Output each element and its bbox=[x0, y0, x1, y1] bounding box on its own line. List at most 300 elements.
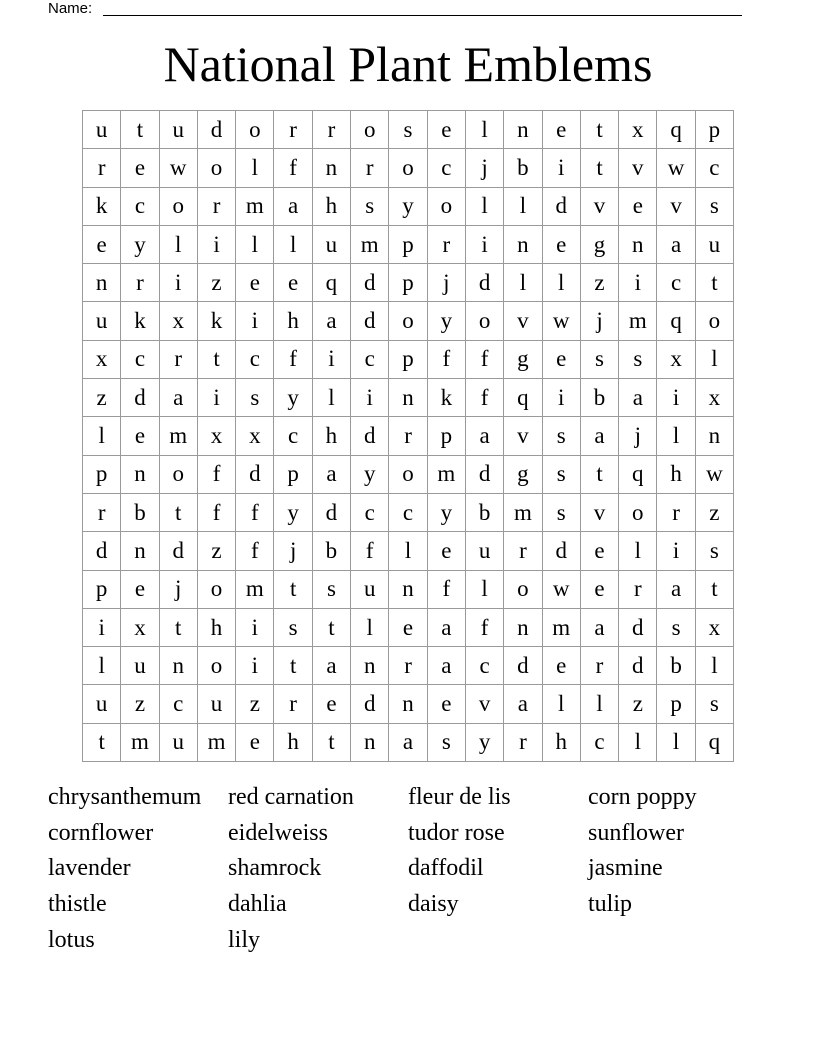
grid-cell: f bbox=[428, 571, 466, 609]
grid-cell: i bbox=[619, 264, 657, 302]
grid-cell: l bbox=[83, 417, 121, 455]
grid-cell: y bbox=[274, 494, 312, 532]
grid-cell: h bbox=[313, 417, 351, 455]
name-label: Name: bbox=[48, 0, 93, 17]
grid-cell: l bbox=[236, 149, 274, 187]
grid-cell: e bbox=[428, 685, 466, 723]
grid-cell: c bbox=[466, 647, 504, 685]
grid-cell: z bbox=[198, 264, 236, 302]
grid-cell: n bbox=[389, 571, 427, 609]
grid-cell: d bbox=[351, 302, 389, 340]
grid-cell: x bbox=[121, 609, 159, 647]
grid-cell: d bbox=[351, 685, 389, 723]
grid-cell: m bbox=[121, 724, 159, 762]
grid-cell: c bbox=[657, 264, 695, 302]
word-list-item: tulip bbox=[588, 891, 633, 918]
grid-cell: t bbox=[581, 456, 619, 494]
grid-cell: v bbox=[466, 685, 504, 723]
grid-cell: t bbox=[160, 609, 198, 647]
grid-cell: c bbox=[160, 685, 198, 723]
grid-cell: e bbox=[121, 417, 159, 455]
grid-cell: t bbox=[313, 609, 351, 647]
grid-cell: k bbox=[121, 302, 159, 340]
grid-cell: k bbox=[428, 379, 466, 417]
grid-cell: p bbox=[389, 341, 427, 379]
grid-cell: s bbox=[696, 188, 734, 226]
grid-cell: s bbox=[351, 188, 389, 226]
grid-cell: u bbox=[351, 571, 389, 609]
grid-cell: e bbox=[121, 149, 159, 187]
grid-cell: o bbox=[389, 302, 427, 340]
word-list-item: shamrock bbox=[228, 855, 322, 882]
grid-cell: x bbox=[236, 417, 274, 455]
grid-cell: e bbox=[543, 111, 581, 149]
grid-cell: c bbox=[274, 417, 312, 455]
grid-cell: m bbox=[543, 609, 581, 647]
grid-cell: h bbox=[274, 724, 312, 762]
grid-cell: h bbox=[198, 609, 236, 647]
word-list-item: eidelweiss bbox=[228, 819, 328, 846]
grid-cell: q bbox=[696, 724, 734, 762]
grid-cell: r bbox=[504, 532, 542, 570]
grid-cell: r bbox=[657, 494, 695, 532]
grid-cell: c bbox=[389, 494, 427, 532]
grid-cell: n bbox=[351, 724, 389, 762]
grid-cell: t bbox=[198, 341, 236, 379]
grid-cell: l bbox=[696, 341, 734, 379]
grid-cell: k bbox=[198, 302, 236, 340]
grid-cell: p bbox=[389, 264, 427, 302]
grid-cell: l bbox=[504, 188, 542, 226]
word-list-item: tudor rose bbox=[408, 819, 505, 846]
grid-cell: u bbox=[83, 302, 121, 340]
grid-cell: d bbox=[619, 647, 657, 685]
grid-cell: l bbox=[351, 609, 389, 647]
grid-cell: y bbox=[274, 379, 312, 417]
grid-cell: b bbox=[504, 149, 542, 187]
grid-cell: i bbox=[236, 302, 274, 340]
grid-cell: c bbox=[428, 149, 466, 187]
grid-cell: u bbox=[83, 111, 121, 149]
grid-cell: d bbox=[543, 188, 581, 226]
word-list-item: lotus bbox=[48, 926, 95, 953]
grid-cell: n bbox=[504, 111, 542, 149]
grid-cell: m bbox=[198, 724, 236, 762]
grid-cell: w bbox=[696, 456, 734, 494]
grid-cell: e bbox=[428, 532, 466, 570]
grid-cell: r bbox=[274, 111, 312, 149]
grid-cell: w bbox=[160, 149, 198, 187]
grid-cell: p bbox=[83, 456, 121, 494]
grid-cell: t bbox=[121, 111, 159, 149]
grid-cell: e bbox=[236, 724, 274, 762]
grid-cell: z bbox=[121, 685, 159, 723]
grid-cell: a bbox=[657, 226, 695, 264]
grid-cell: l bbox=[543, 264, 581, 302]
grid-cell: u bbox=[198, 685, 236, 723]
grid-cell: d bbox=[121, 379, 159, 417]
word-list-item: fleur de lis bbox=[408, 784, 511, 810]
grid-cell: j bbox=[274, 532, 312, 570]
grid-cell: t bbox=[581, 149, 619, 187]
grid-cell: i bbox=[351, 379, 389, 417]
grid-cell: i bbox=[236, 647, 274, 685]
grid-cell: q bbox=[504, 379, 542, 417]
grid-cell: e bbox=[428, 111, 466, 149]
grid-cell: l bbox=[466, 111, 504, 149]
grid-cell: a bbox=[274, 188, 312, 226]
grid-cell: t bbox=[696, 264, 734, 302]
name-underline bbox=[103, 15, 742, 16]
grid-cell: p bbox=[657, 685, 695, 723]
grid-cell: s bbox=[543, 456, 581, 494]
grid-cell: y bbox=[389, 188, 427, 226]
grid-cell: y bbox=[466, 724, 504, 762]
word-list-item: daisy bbox=[408, 891, 459, 918]
grid-cell: p bbox=[428, 417, 466, 455]
grid-cell: f bbox=[198, 494, 236, 532]
grid-cell: d bbox=[466, 456, 504, 494]
grid-cell: r bbox=[581, 647, 619, 685]
grid-cell: a bbox=[466, 417, 504, 455]
grid-cell: j bbox=[581, 302, 619, 340]
grid-cell: i bbox=[313, 341, 351, 379]
grid-cell: c bbox=[121, 341, 159, 379]
grid-cell: v bbox=[619, 149, 657, 187]
grid-cell: n bbox=[619, 226, 657, 264]
grid-cell: r bbox=[274, 685, 312, 723]
grid-cell: b bbox=[466, 494, 504, 532]
grid-cell: b bbox=[313, 532, 351, 570]
grid-cell: p bbox=[83, 571, 121, 609]
grid-cell: l bbox=[389, 532, 427, 570]
grid-cell: n bbox=[121, 456, 159, 494]
grid-cell: a bbox=[160, 379, 198, 417]
grid-cell: z bbox=[696, 494, 734, 532]
grid-cell: a bbox=[313, 302, 351, 340]
grid-cell: n bbox=[351, 647, 389, 685]
grid-cell: f bbox=[428, 341, 466, 379]
grid-cell: h bbox=[313, 188, 351, 226]
grid-cell: i bbox=[83, 609, 121, 647]
grid-cell: d bbox=[543, 532, 581, 570]
word-list-item: sunflower bbox=[588, 819, 684, 846]
grid-cell: x bbox=[619, 111, 657, 149]
word-list-item: jasmine bbox=[588, 855, 663, 882]
grid-cell: d bbox=[83, 532, 121, 570]
grid-cell: a bbox=[428, 609, 466, 647]
grid-cell: l bbox=[619, 532, 657, 570]
grid-cell: i bbox=[236, 609, 274, 647]
grid-cell: u bbox=[83, 685, 121, 723]
grid-cell: e bbox=[543, 647, 581, 685]
grid-cell: o bbox=[160, 456, 198, 494]
grid-cell: i bbox=[657, 532, 695, 570]
grid-cell: d bbox=[351, 417, 389, 455]
grid-cell: v bbox=[581, 494, 619, 532]
grid-cell: i bbox=[543, 149, 581, 187]
grid-cell: r bbox=[83, 149, 121, 187]
grid-cell: a bbox=[313, 456, 351, 494]
grid-cell: r bbox=[504, 724, 542, 762]
grid-cell: q bbox=[657, 302, 695, 340]
grid-cell: r bbox=[313, 111, 351, 149]
grid-cell: f bbox=[466, 341, 504, 379]
grid-cell: o bbox=[351, 111, 389, 149]
grid-cell: r bbox=[121, 264, 159, 302]
grid-cell: f bbox=[466, 609, 504, 647]
grid-cell: o bbox=[198, 571, 236, 609]
grid-cell: s bbox=[236, 379, 274, 417]
grid-cell: v bbox=[504, 417, 542, 455]
grid-cell: e bbox=[313, 685, 351, 723]
grid-cell: e bbox=[389, 609, 427, 647]
grid-cell: x bbox=[160, 302, 198, 340]
grid-cell: r bbox=[198, 188, 236, 226]
grid-cell: w bbox=[543, 571, 581, 609]
grid-cell: l bbox=[581, 685, 619, 723]
grid-cell: a bbox=[428, 647, 466, 685]
grid-cell: t bbox=[696, 571, 734, 609]
grid-cell: j bbox=[619, 417, 657, 455]
grid-cell: n bbox=[160, 647, 198, 685]
grid-cell: n bbox=[389, 685, 427, 723]
word-list bbox=[48, 780, 768, 958]
grid-cell: l bbox=[696, 647, 734, 685]
grid-cell: s bbox=[543, 494, 581, 532]
grid-cell: w bbox=[657, 149, 695, 187]
grid-cell: a bbox=[504, 685, 542, 723]
grid-cell: s bbox=[581, 341, 619, 379]
grid-cell: c bbox=[351, 341, 389, 379]
grid-cell: l bbox=[466, 188, 504, 226]
grid-cell: r bbox=[619, 571, 657, 609]
grid-cell: g bbox=[581, 226, 619, 264]
grid-cell: b bbox=[581, 379, 619, 417]
grid-cell: z bbox=[581, 264, 619, 302]
grid-cell: c bbox=[351, 494, 389, 532]
grid-cell: l bbox=[274, 226, 312, 264]
grid-cell: n bbox=[696, 417, 734, 455]
grid-cell: e bbox=[581, 532, 619, 570]
grid-cell: x bbox=[696, 609, 734, 647]
grid-cell: u bbox=[466, 532, 504, 570]
grid-cell: c bbox=[236, 341, 274, 379]
grid-cell: e bbox=[543, 226, 581, 264]
grid-cell: f bbox=[236, 532, 274, 570]
word-list-item: chrysanthemum bbox=[48, 784, 202, 810]
grid-cell: e bbox=[121, 571, 159, 609]
grid-cell: x bbox=[83, 341, 121, 379]
word-list-item: lily bbox=[228, 926, 261, 953]
grid-cell: s bbox=[619, 341, 657, 379]
grid-cell: r bbox=[351, 149, 389, 187]
grid-cell: c bbox=[121, 188, 159, 226]
grid-cell: u bbox=[313, 226, 351, 264]
grid-cell: o bbox=[236, 111, 274, 149]
grid-cell: s bbox=[696, 685, 734, 723]
grid-cell: t bbox=[313, 724, 351, 762]
grid-cell: i bbox=[198, 379, 236, 417]
grid-cell: i bbox=[543, 379, 581, 417]
grid-cell: m bbox=[160, 417, 198, 455]
grid-cell: f bbox=[198, 456, 236, 494]
grid-cell: d bbox=[351, 264, 389, 302]
grid-cell: d bbox=[619, 609, 657, 647]
grid-cell: a bbox=[313, 647, 351, 685]
grid-cell: g bbox=[504, 341, 542, 379]
grid-cell: o bbox=[160, 188, 198, 226]
grid-cell: x bbox=[696, 379, 734, 417]
grid-cell: s bbox=[389, 111, 427, 149]
grid-cell: v bbox=[581, 188, 619, 226]
grid-cell: w bbox=[543, 302, 581, 340]
grid-cell: t bbox=[83, 724, 121, 762]
grid-cell: o bbox=[619, 494, 657, 532]
grid-cell: n bbox=[313, 149, 351, 187]
grid-cell: j bbox=[428, 264, 466, 302]
grid-cell: y bbox=[428, 494, 466, 532]
grid-cell: o bbox=[428, 188, 466, 226]
grid-cell: s bbox=[696, 532, 734, 570]
grid-cell: s bbox=[274, 609, 312, 647]
grid-cell: n bbox=[83, 264, 121, 302]
word-list-item: red carnation bbox=[228, 784, 354, 810]
grid-cell: f bbox=[274, 149, 312, 187]
grid-cell: z bbox=[83, 379, 121, 417]
grid-cell: q bbox=[619, 456, 657, 494]
grid-cell: j bbox=[160, 571, 198, 609]
grid-cell: a bbox=[389, 724, 427, 762]
word-list-item: dahlia bbox=[228, 891, 287, 918]
grid-cell: o bbox=[389, 149, 427, 187]
grid-cell: t bbox=[274, 647, 312, 685]
word-list-item: lavender bbox=[48, 855, 131, 882]
grid-cell: m bbox=[351, 226, 389, 264]
word-list-item: corn poppy bbox=[588, 784, 697, 810]
grid-cell: q bbox=[313, 264, 351, 302]
grid-cell: z bbox=[619, 685, 657, 723]
grid-cell: t bbox=[581, 111, 619, 149]
grid-cell: o bbox=[198, 149, 236, 187]
grid-cell: k bbox=[83, 188, 121, 226]
grid-cell: m bbox=[428, 456, 466, 494]
grid-cell: y bbox=[121, 226, 159, 264]
grid-cell: t bbox=[160, 494, 198, 532]
grid-cell: f bbox=[351, 532, 389, 570]
grid-cell: s bbox=[428, 724, 466, 762]
grid-cell: e bbox=[83, 226, 121, 264]
grid-cell: e bbox=[236, 264, 274, 302]
grid-cell: e bbox=[619, 188, 657, 226]
grid-cell: g bbox=[504, 456, 542, 494]
grid-cell: l bbox=[466, 571, 504, 609]
grid-cell: s bbox=[657, 609, 695, 647]
grid-cell: y bbox=[351, 456, 389, 494]
grid-cell: c bbox=[696, 149, 734, 187]
grid-cell: o bbox=[696, 302, 734, 340]
grid-cell: e bbox=[274, 264, 312, 302]
grid-cell: u bbox=[160, 724, 198, 762]
grid-cell: l bbox=[657, 417, 695, 455]
grid-cell: x bbox=[657, 341, 695, 379]
grid-cell: h bbox=[657, 456, 695, 494]
grid-cell: e bbox=[581, 571, 619, 609]
grid-cell: d bbox=[198, 111, 236, 149]
grid-cell: l bbox=[313, 379, 351, 417]
name-field bbox=[48, 0, 742, 18]
grid-cell: r bbox=[428, 226, 466, 264]
grid-cell: b bbox=[121, 494, 159, 532]
grid-cell: r bbox=[160, 341, 198, 379]
grid-cell: p bbox=[274, 456, 312, 494]
grid-cell: m bbox=[236, 188, 274, 226]
grid-cell: o bbox=[198, 647, 236, 685]
grid-cell: u bbox=[121, 647, 159, 685]
grid-cell: n bbox=[504, 226, 542, 264]
grid-cell: u bbox=[160, 111, 198, 149]
grid-cell: u bbox=[696, 226, 734, 264]
grid-cell: n bbox=[389, 379, 427, 417]
grid-cell: c bbox=[581, 724, 619, 762]
grid-cell: r bbox=[389, 647, 427, 685]
grid-cell: x bbox=[198, 417, 236, 455]
grid-cell: z bbox=[198, 532, 236, 570]
grid-cell: s bbox=[313, 571, 351, 609]
grid-cell: h bbox=[274, 302, 312, 340]
grid-cell: d bbox=[466, 264, 504, 302]
word-list-item: cornflower bbox=[48, 819, 154, 846]
grid-cell: m bbox=[619, 302, 657, 340]
grid-cell: l bbox=[619, 724, 657, 762]
grid-cell: q bbox=[657, 111, 695, 149]
grid-cell: i bbox=[198, 226, 236, 264]
grid-cell: v bbox=[657, 188, 695, 226]
grid-cell: l bbox=[504, 264, 542, 302]
grid-cell: a bbox=[657, 571, 695, 609]
grid-cell: y bbox=[428, 302, 466, 340]
grid-cell: r bbox=[83, 494, 121, 532]
grid-cell: d bbox=[236, 456, 274, 494]
letter-grid bbox=[82, 110, 734, 762]
grid-cell: l bbox=[657, 724, 695, 762]
grid-cell: o bbox=[504, 571, 542, 609]
grid-cell: e bbox=[543, 341, 581, 379]
grid-cell: f bbox=[236, 494, 274, 532]
grid-cell: v bbox=[504, 302, 542, 340]
grid-cell: l bbox=[543, 685, 581, 723]
grid-cell: b bbox=[657, 647, 695, 685]
grid-cell: l bbox=[160, 226, 198, 264]
grid-cell: l bbox=[83, 647, 121, 685]
grid-cell: r bbox=[389, 417, 427, 455]
grid-cell: f bbox=[274, 341, 312, 379]
grid-cell: s bbox=[543, 417, 581, 455]
grid-cell: p bbox=[696, 111, 734, 149]
grid-cell: m bbox=[504, 494, 542, 532]
grid-cell: d bbox=[160, 532, 198, 570]
grid-cell: o bbox=[466, 302, 504, 340]
grid-cell: i bbox=[657, 379, 695, 417]
grid-cell: n bbox=[504, 609, 542, 647]
grid-cell: a bbox=[619, 379, 657, 417]
grid-cell: n bbox=[121, 532, 159, 570]
grid-cell: j bbox=[466, 149, 504, 187]
grid-cell: m bbox=[236, 571, 274, 609]
word-list-item: thistle bbox=[48, 891, 107, 918]
grid-cell: p bbox=[389, 226, 427, 264]
grid-cell: i bbox=[466, 226, 504, 264]
